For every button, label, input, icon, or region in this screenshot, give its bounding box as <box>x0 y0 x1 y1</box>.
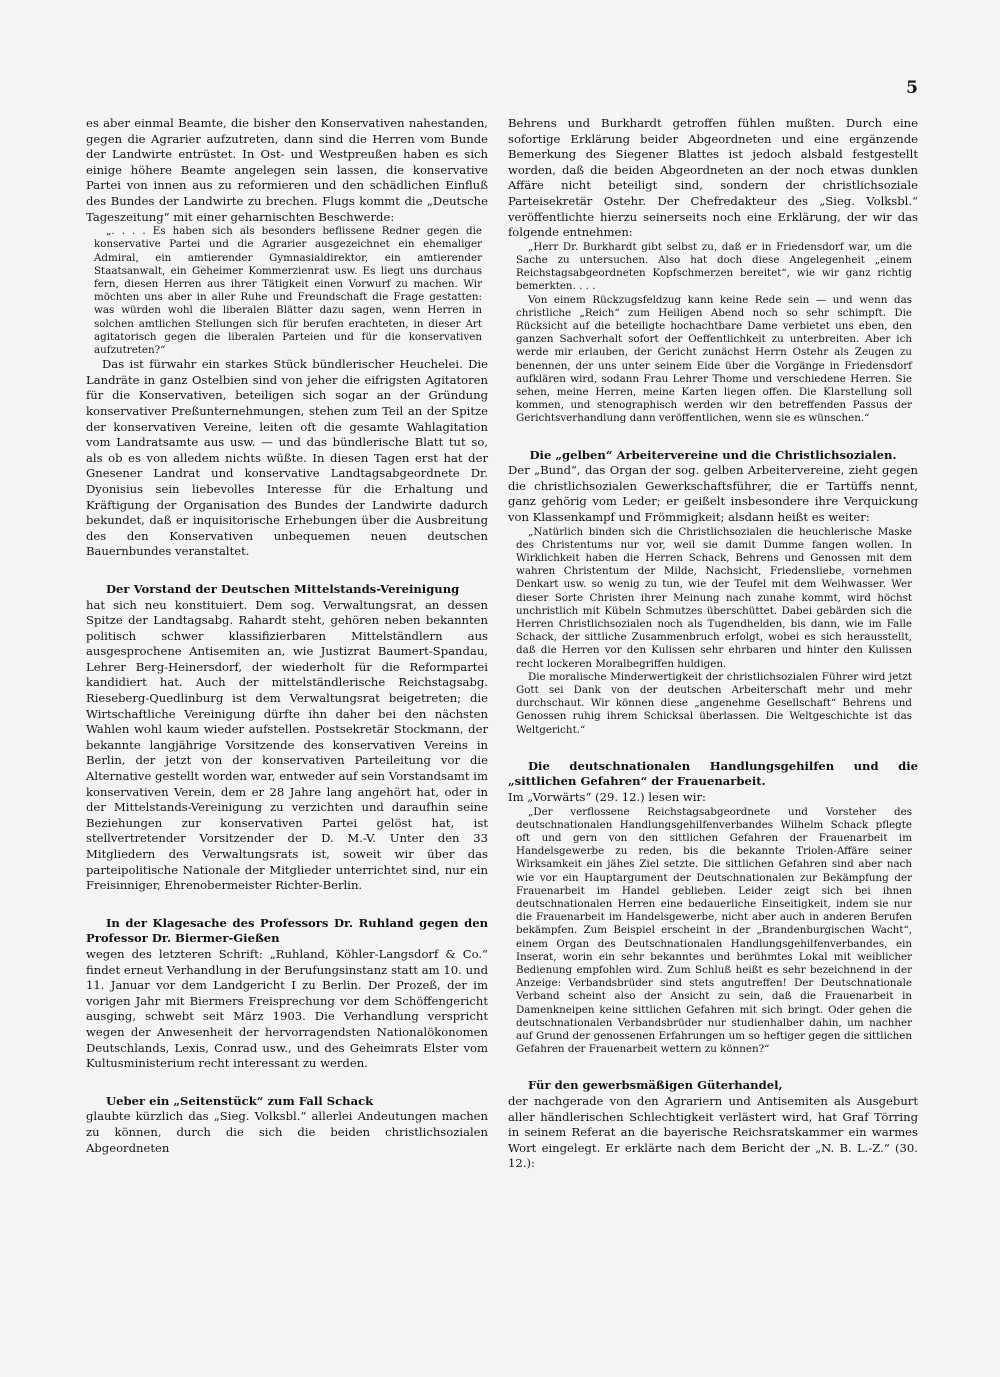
right-paragraph-3: Im „Vorwärts“ (29. 12.) lesen wir: <box>508 790 706 804</box>
right-paragraph-1: Behrens und Burkhardt getroffen fühlen mußten. Durch eine sofortige Erklärung beider Abgeordneten und eine ergänzende Bemerkung des Siegener Blattes ist jedoch alsbald festgestellt worden, daß die beiden Abgeordneten an der noch etwas dunklen Affäre nicht beteiligt sind, sondern der christlichsoziale Parteisekretär Ostehr. Der Chefredakteur des „Sieg. Volksbl.“ veröffentlichte hierzu seinerseits noch eine Erklärung, der wir das folgende entnehmen: <box>508 116 918 240</box>
left-paragraph-4: wegen des letzteren Schrift: „Ruhland, Köhler-Langsdorf & Co.“ findet erneut Verhandlung in der Berufungsinstanz statt am 10. und 11. Januar vor dem Landgericht I zu Berlin. Der Prozeß, der im vorigen Jahr mit Biermers Freisprechung vor dem Schöffengericht ausging, schwebt seit März 1903. Die Verhandlung verspricht wegen der Anwesenheit der hervorragendsten Nationalökonomen Deutschlands, Lexis, Conrad usw., und des Geheimrats Elster vom Kultusministerium recht interessant zu werden. <box>86 946 488 1071</box>
left-quote-1: „. . . . Es haben sich als besonders beflissene Redner gegen die konservative Partei und die Agrarier ausgezeichnet ein ehemaliger Admiral, ein amtierender Gymnasialdirektor, ein amtierender Staatsanwalt, ein Geheimer Kommerzienrat usw. Es liegt uns durchaus fern, diesen Herren aus ihrer Tätigkeit einen Vorwurf zu machen. Wir möchten uns aber in aller Ruhe und Freundschaft die Frage gestatten: was würden wohl die liberalen Blätter dazu sagen, wenn Herren in solchen amtlichen Stellungen sich für berufen erachteten, in dieser Art agitatorisch gegen die liberalen Parteien und für die konservativen aufzutreten?“ <box>94 225 482 356</box>
right-column <box>508 116 918 1172</box>
left-column <box>86 116 488 1156</box>
right-paragraph-4: der nachgerade von den Agrariern und Antisemiten als Ausgeburt aller händlerischen Schlechtigkeit verlästert wird, hat Graf Törring in seinem Referat an die bayerische Reichsratskammer ein warmes Wort eingelegt. Er erklärte nach dem Bericht der „N. B. L.-Z.“ (30. 12.): <box>508 1094 918 1171</box>
right-quote-4: Die moralische Minderwertigkeit der christlichsozialen Führer wird jetzt Gott sei Dank von der deutschen Arbeiterschaft mehr und mehr durchschaut. Wir können diese „angenehme Gesellschaft“ Behrens und Genossen ruhig ihrem Schicksal überlassen. Die Weltgeschichte ist das Weltgericht.“ <box>516 670 912 736</box>
heading-seitenstueck: Ueber ein „Seitenstück“ zum Fall Schack <box>106 1093 374 1108</box>
left-paragraph-1: es aber einmal Beamte, die bisher den Konservativen nahestanden, gegen die Agrarier aufzutreten, dann sind die Herren vom Bunde der Landwirte entrüstet. In Ost- und Westpreußen haben es sich einige höhere Beamte angelegen sein lassen, die konservative Partei von innen aus zu reformieren und den schädlichen Einfluß des Bundes der Landwirte zu brechen. Flugs kommt die „Deutsche Tageszeitung“ mit einer geharnischten Beschwerde: <box>86 116 488 224</box>
left-paragraph-2: Das ist fürwahr ein starkes Stück bündlerischer Heuchelei. Die Landräte in ganz Ostelbien sind von jeher die eifrigsten Agitatoren für die Konservativen, beteiligen sich sogar an der Gründung konservativer Preßunternehmungen, stehen zum Teil an der Spitze der konservativen Vereine, leiten oft die gesamte Wahlagitation vom Landratsamte aus usw. — und das bündlerische Blatt tut so, als ob es von alledem nichts wüßte. In diesen Tagen erst hat der Gnesener Landrat und konservative Landtagsabgeordnete Dr. Dyonisius sein liebevolles Interesse für die Erhaltung und Kräftigung der Organisation des Bundes der Landwirte dadurch bekundet, daß er inquisitorische Erhebungen über die Ausbreitung des den Konservativen unbequemen neuen deutschen Bauernbundes veranstaltet. <box>86 357 488 559</box>
heading-mittelstand: Der Vorstand der Deutschen Mittelstands-Vereinigung <box>106 581 460 596</box>
page-number: 5 <box>906 78 918 98</box>
right-paragraph-2: Der „Bund“, das Organ der sog. gelben Arbeitervereine, zieht gegen die christlichsozialen Gewerkschaftsführer, die er Tartüffs nennt, ganz gehörig vom Leder; er geißelt insbesondere ihre Verquickung von Klassenkampf und Frömmigkeit; alsdann heißt es weiter: <box>508 463 918 524</box>
left-paragraph-5: glaubte kürzlich das „Sieg. Volksbl.“ allerlei Andeutungen machen zu können, durch die sich die beiden christlichsozialen Abgeordneten <box>86 1109 488 1155</box>
heading-ruhland: In der Klagesache des Professors Dr. Ruhland gegen den Professor Dr. Biermer-Gießen <box>86 915 488 946</box>
right-quote-5: „Der verflossene Reichstagsabgeordnete und Vorsteher des deutschnationalen Handlungsgehilfenverbandes Wilhelm Schack pflegte oft und gern von den sittlichen Gefahren der Frauenarbeit im Handelsgewerbe zu reden, bis die bekannte Triolen-Affäre seiner Wirksamkeit ein jähes Ziel setzte. Die sittlichen Gefahren sind aber nach wie vor ein Hauptargument der Deutschnationalen zur Bekämpfung der Frauenarbeit im Handel geblieben. Leider zeigt sich bei ihnen deutschnationalen Herren eine bedauerliche Einseitigkeit, indem sie nur die Frauenarbeit im Handelsgewerbe, nicht aber auch in anderen Berufen bekämpfen. Zum Beispiel erscheint in der „Brandenburgischen Wacht“, einem Organ des Deutschnationalen Handlungsgehilfenverbandes, ein Inserat, worin ein sehr bekanntes und berühmtes Lokal mit weiblicher Bedienung empfohlen wird. Zum Schluß heißt es sehr bezeichnend in der Anzeige: Verbandsbrüder sind stets angutreffen! Der Deutschnationale Verband scheint also der Ansicht zu sein, daß die Frauenarbeit in Damenkneipen keine sittlichen Gefahren mit sich bringt. Oder gehen die deutschnationalen Verbandsbrüder nur studienhalber dahin, um nachher auf Grund der genossenen Erfahrungen um so heftiger gegen die sittlichen Gefahren der Frauenarbeit wettern zu können?“ <box>516 805 912 1056</box>
right-quote-1: „Herr Dr. Burkhardt gibt selbst zu, daß er in Friedensdorf war, um die Sache zu untersuchen. Also hat doch diese Angelegenheit „einem Reichstagsabgeordneten Kopfschmerzen bereitet“, wie wir ganz richtig bemerkten. . . . <box>516 240 912 293</box>
heading-gueterhandel: Für den gewerbsmäßigen Güterhandel, <box>528 1078 783 1093</box>
right-quote-2: Von einem Rückzugsfeldzug kann keine Rede sein — und wenn das christliche „Reich“ zum Heiligen Abend noch so sehr schimpft. Die Rücksicht auf die beteiligte hochachtbare Dame verbietet uns eben, den ganzen Sachverhalt sofort der Oeffentlichkeit zu unterbreiten. Aber ich werde mir erlauben, der Gericht zunächst Herrn Ostehr als Zeugen zu benennen, der uns unter seinem Eide über die Vorgänge in Friedensdorf aufklären wird, sodann Frau Lehrer Thome und verschiedene Herren. Sie sehen, meine Herren, meine Karten liegen offen. Die Klarstellung soll kommen, und stenographisch werden wir den betreffenden Passus der Gerichtsverhandlung dann veröffentlichen, wenn sie es wünschen.“ <box>516 293 912 425</box>
heading-handlungsgehilfen: Die deutschnationalen Handlungsgehilfen und die „sittlichen Gefahren“ der Frauenarbeit. <box>508 758 918 789</box>
right-quote-3: „Natürlich binden sich die Christlichsozialen die heuchlerische Maske des Christentums nur vor, weil sie damit Dumme fangen wollen. In Wirklichkeit haben die Herren Schack, Behrens und Genossen mit dem wahren Christentum der Milde, Nachsicht, Friedensliebe, vornehmen Denkart usw. so wenig zu tun, wie der Teufel mit dem Weihwasser. Wer dieser Sorte Christen ihrer Meinung nach zunahe kommt, wird höchst unchristlich mit Kübeln Schmutzes überschüttet. Dabei gebärden sich die Herren Christlichsozialen noch als Tugendhelden, bis dann, wie im Falle Schack, der sittliche Zusammenbruch erfolgt, wobei es sich herausstellt, daß die Herren vor den Kulissen sehr ehrbaren und hinter den Kulissen recht lockeren Moralbegriffen huldigen. <box>516 525 912 670</box>
heading-gelbe-arbeitervereine: Die „gelben“ Arbeitervereine und die Christlichsozialen. <box>529 447 897 462</box>
left-paragraph-3: hat sich neu konstituiert. Dem sog. Verwaltungsrat, an dessen Spitze der Landtagsabg. Rahardt steht, gehören neben bekannten politisch schwer klassifizierbaren Mittelständlern aus ausgesprochene Antisemiten an, wie Justizrat Baumert-Spandau, Lehrer Berg-Heinersdorf, der wiederholt für die Reformpartei kandidiert hat. Auch der mittelständlerische Reichstagsabg. Rieseberg-Quedlinburg ist dem Verwaltungsrat beigetreten; die Wirtschaftliche Vereinigung dürfte ihn daher bei den nächsten Wahlen wohl kaum wieder aufstellen. Postsekretär Stockmann, der bekannte langjährige Vorsitzende des konservativen Vereins in Berlin, der jetzt von der konservativen Parteileitung vor die Alternative gestellt worden war, entweder auf sein Vorstandsamt im konservativen Verein, dem er 28 Jahre lang angehört hat, oder in der Mittelstands-Vereinigung zu verzichten und daraufhin seine Beziehungen zur konservativen Partei gelöst hat, ist stellvertretender Vorsitzender der D. M.-V. Unter den 33 Mitgliedern des Verwaltungsrats ist, soweit wir über das parteipolitische Nationale der Mitglieder unterrichtet sind, nur ein Freisinniger, Ehrenobermeister Richter-Berlin. <box>86 597 488 893</box>
